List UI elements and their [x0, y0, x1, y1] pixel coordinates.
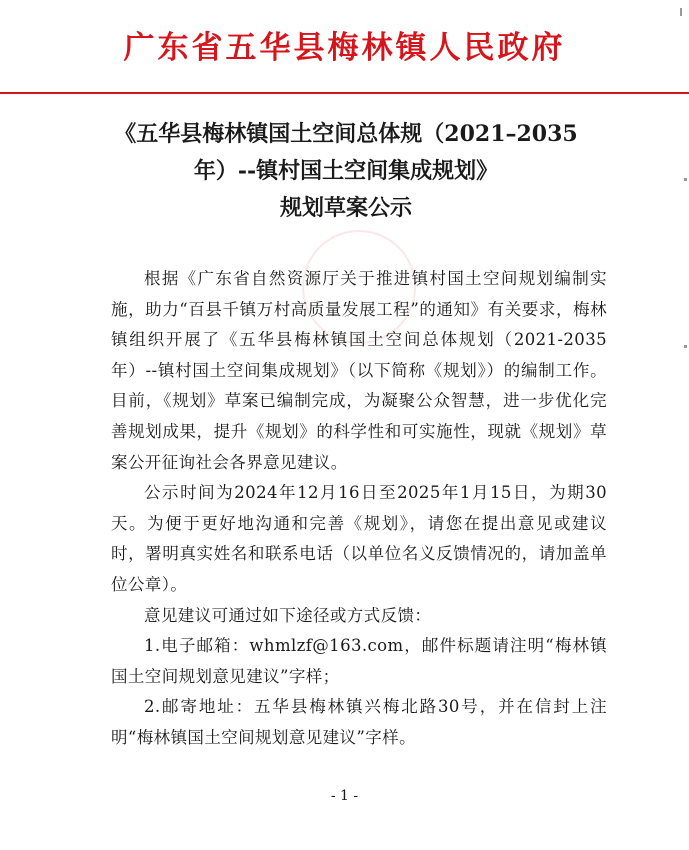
paragraph-feedback-intro: 意见建议可通过如下途径或方式反馈： [144, 605, 432, 625]
title-line-3: 规划草案公示 [279, 195, 412, 221]
paragraph-email: 1.电子邮箱：whmlzf@163.com，邮件标题请注明“梅林镇国土空间规划意见建议”字样； [111, 636, 607, 686]
paragraph-basis: 根据《广东省自然资源厅关于推进镇村国土空间规划编制实施，助力“百县千镇万村高质量发展工程”的通知》有关要求，梅林镇组织开展了《五华县梅林镇国土空间总体规划（2021-2035年）--镇村国土空间集成规划》（以下简称《规划》）的编制工作。目前，《规划》草案已编制完成，为凝聚公众智慧，进一步优化完善规划成果，提升《规划》的科学性和可实施性，现就《规划》草案公开征询社会各界意见建议。 [111, 269, 607, 472]
page-number: - 1 - [330, 788, 359, 804]
title-line-2: 年）--镇村国土空间集成规划》 [193, 158, 499, 184]
scan-edge-mark [684, 345, 687, 348]
header-red-rule [0, 92, 689, 94]
document-title [86, 116, 606, 227]
paragraph-mail-address: 2.邮寄地址：五华县梅林镇兴梅北路30号，并在信封上注明“梅林镇国土空间规划意见建议”字样。 [111, 697, 607, 747]
title-line-1: 《五华县梅林镇国土空间总体规（2021–2035 [114, 121, 578, 147]
document-body [111, 264, 607, 754]
paragraph-period: 公示时间为2024年12月16日至2025年1月15日，为期30天。为便于更好地沟通和完善《规划》，请您在提出意见或建议时，署明真实姓名和联系电话（以单位名义反馈情况的，请加盖单位公章）。 [111, 483, 607, 594]
scan-edge-mark [684, 178, 687, 181]
scan-edge-mark [680, 8, 682, 16]
document-header: 广东省五华县梅林镇人民政府 [123, 30, 566, 66]
